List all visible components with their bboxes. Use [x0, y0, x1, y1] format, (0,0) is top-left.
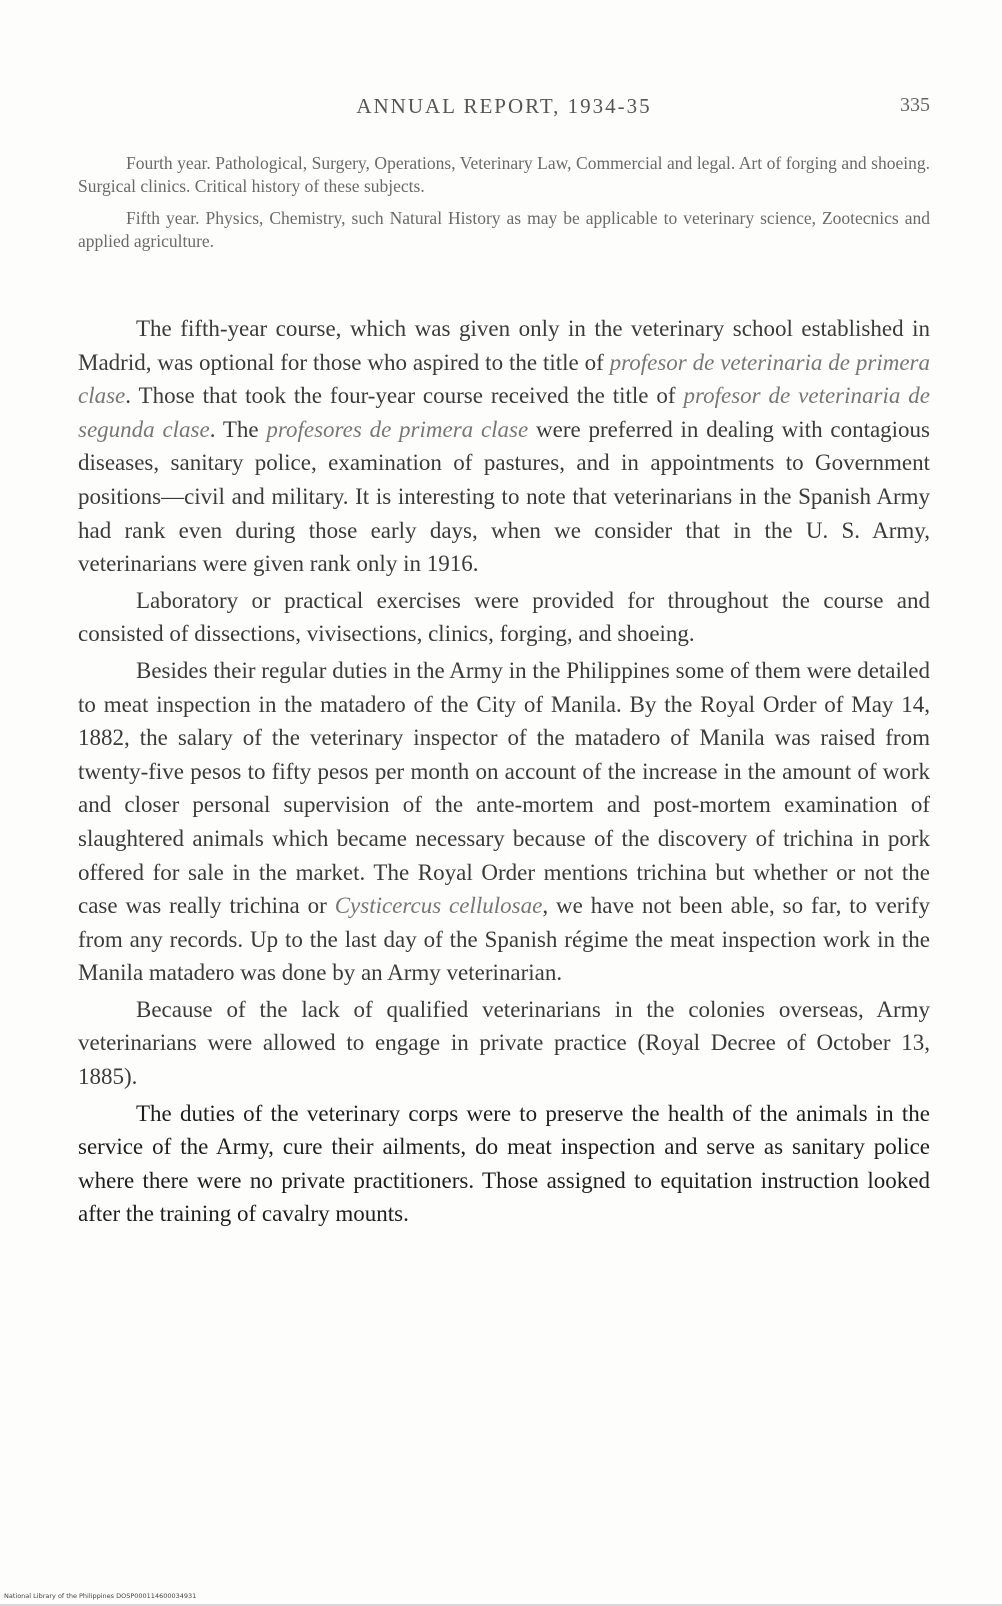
paragraph-fifth-year-course [78, 312, 930, 581]
p1-text-c: . The [209, 416, 267, 442]
p1-italic-primera: profesor de veterinaria de primera clase [78, 349, 930, 409]
footer-credit: National Library of the Philippines DOSP000114600034931 [4, 1592, 197, 1600]
curriculum-fourth-year: Fourth year. Pathological, Surgery, Operations, Veterinary Law, Commercial and legal. Art of forging and shoeing. Surgical clinics. Critical history of these subjects. [78, 153, 930, 196]
p3-text-b: , we have not been able, so far, to verify from any records. Up to the last day of the Spanish régime the meat inspection work in the Manila matadero was done by an Army veterinarian. [78, 893, 931, 986]
page-number: 335 [900, 94, 930, 116]
paragraph-duties: The duties of the veterinary corps were to preserve the health of the animals in the service of the Army, cure their ailments, do meat inspection and serve as sanitary police where there were no private practitioners. Those assigned to equitation instruction looked after the training of cavalry mounts. [78, 1100, 930, 1227]
paragraph-laboratory: Laboratory or practical exercises were provided for throughout the course and consisted of dissections, vivisections, clinics, forging, and shoeing. [78, 587, 930, 647]
p1-italic-profesores: profesores de primera clase [266, 416, 529, 442]
curriculum-list [78, 152, 930, 262]
p1-text-d: were preferred in dealing with contagious diseases, sanitary police, examination of pastures, and in appointments to Government positions—civil and military. It is interesting to note that veterinarians in the Spanish Army had rank even during those early days, when we consider that in the U. S. Army, veterinarians were given rank only in 1916. [78, 416, 931, 577]
body-text [78, 312, 930, 1234]
p3-text-a: Besides their regular duties in the Army in the Philippines some of them were detailed to meat inspection in the matadero of the City of Manila. By the Royal Order of May 14, 1882, the salary of the veterinary inspector of the matadero of Manila was raised from twenty-five pesos to fifty pesos per month on account of the increase in the amount of work and closer personal supervision of the ante-mortem and post-mortem examination of slaughtered animals which became necessary because of the discovery of trichina in pork offered for sale in the market. The Royal Order mentions trichina but whether or not the case was really trichina or [78, 657, 930, 919]
curriculum-fifth-year: Fifth year. Physics, Chemistry, such Natural History as may be applicable to veterinary science, Zootecnics and applied agriculture. [78, 208, 930, 251]
running-title: ANNUAL REPORT, 1934-35 [356, 94, 652, 118]
paragraph-meat-inspection [78, 654, 930, 990]
p1-text-a: The fifth-year course, which was given only in the veterinary school established in Madrid, was optional for those who aspired to the title of [78, 316, 930, 375]
paragraph-private-practice: Because of the lack of qualified veterinarians in the colonies overseas, Army veterinarians were allowed to engage in private practice (Royal Decree of October 13, 1885). [78, 996, 930, 1090]
p3-italic-cysticercus: Cysticercus cellulosae [334, 893, 543, 919]
p1-italic-segunda: profesor de veterinaria de segunda clase [78, 383, 930, 442]
running-head [78, 94, 930, 124]
p1-text-b: . Those that took the four-year course received the title of [125, 383, 684, 409]
